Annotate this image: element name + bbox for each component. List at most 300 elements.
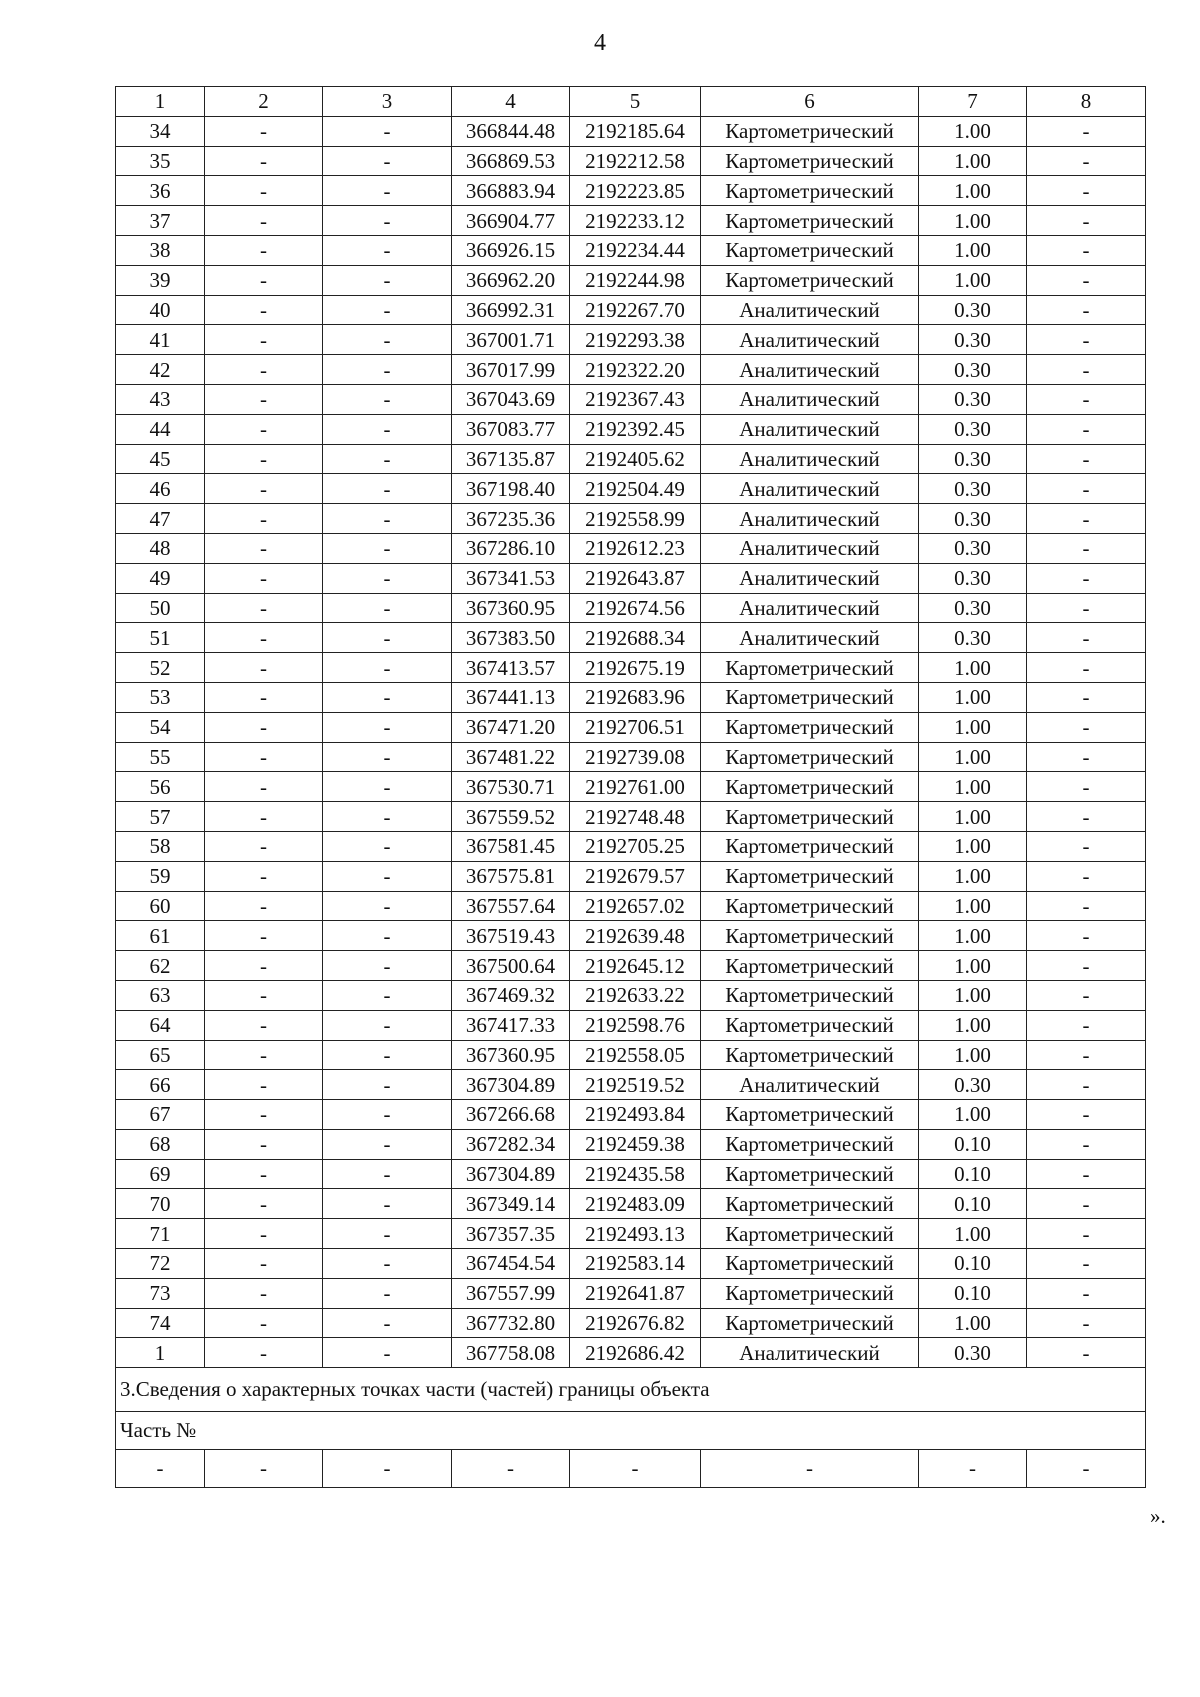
table-cell: - [1027,682,1146,712]
table-cell: - [1027,295,1146,325]
table-row [116,831,1146,861]
table-cell: 46 [116,474,205,504]
table-cell: 2192558.99 [570,504,701,534]
table-row [116,742,1146,772]
table-cell: 367304.89 [452,1159,570,1189]
table-cell: 367500.64 [452,951,570,981]
table-cell: - [205,116,323,146]
table-cell: 1.00 [919,951,1027,981]
part-label-row [116,1412,1146,1450]
table-cell: - [1027,116,1146,146]
table-cell: Аналитический [701,444,919,474]
table-row [116,1219,1146,1249]
table-cell: Картометрический [701,951,919,981]
table-cell: Картометрический [701,176,919,206]
column-number: 4 [452,87,570,117]
table-cell: 0.30 [919,355,1027,385]
table-cell: 0.30 [919,325,1027,355]
table-cell: 2192322.20 [570,355,701,385]
table-cell: 367360.95 [452,593,570,623]
table-cell: 367357.35 [452,1219,570,1249]
table-cell: - [323,384,452,414]
table-cell: 2192234.44 [570,235,701,265]
table-cell: - [1027,206,1146,236]
table-cell: Картометрический [701,861,919,891]
table-cell: 0.10 [919,1249,1027,1279]
table-cell: - [323,444,452,474]
table-cell: 2192493.84 [570,1100,701,1130]
coordinates-table [115,86,1146,1488]
table-cell: 2192633.22 [570,980,701,1010]
table-cell: - [205,444,323,474]
table-cell: - [323,176,452,206]
table-cell: 1.00 [919,176,1027,206]
table-cell: 366992.31 [452,295,570,325]
table-cell: 367471.20 [452,712,570,742]
table-row [116,1249,1146,1279]
table-cell: - [323,563,452,593]
table-cell: - [205,593,323,623]
table-cell: - [205,861,323,891]
table-cell: 367575.81 [452,861,570,891]
table-cell: - [1027,235,1146,265]
table-cell: 367454.54 [452,1249,570,1279]
table-cell: - [205,265,323,295]
table-row [116,1278,1146,1308]
table-cell: - [323,1129,452,1159]
table-cell: 367282.34 [452,1129,570,1159]
table-row [116,176,1146,206]
table-cell: - [205,742,323,772]
table-cell: - [701,1450,919,1488]
table-cell: - [1027,1010,1146,1040]
table-row [116,921,1146,951]
table-cell: 0.30 [919,444,1027,474]
table-cell: - [205,504,323,534]
table-cell: - [205,1010,323,1040]
table-cell: Картометрический [701,1249,919,1279]
table-cell: 367732.80 [452,1308,570,1338]
table-cell: Картометрический [701,1189,919,1219]
table-cell: 0.30 [919,474,1027,504]
table-row [116,1010,1146,1040]
table-cell: Картометрический [701,980,919,1010]
table-cell: 1.00 [919,206,1027,236]
table-cell: - [1027,563,1146,593]
table-cell: 1.00 [919,146,1027,176]
table-cell: - [1027,504,1146,534]
table-cell: Аналитический [701,295,919,325]
table-cell: - [323,1278,452,1308]
table-cell: 2192739.08 [570,742,701,772]
table-cell: 0.30 [919,593,1027,623]
table-cell: Картометрический [701,742,919,772]
table-cell: 43 [116,384,205,414]
table-cell: - [323,1189,452,1219]
table-cell: 59 [116,861,205,891]
table-cell: - [1027,802,1146,832]
column-number: 5 [570,87,701,117]
table-cell: - [205,1219,323,1249]
table-cell: Аналитический [701,474,919,504]
table-row [116,444,1146,474]
table-cell: 367559.52 [452,802,570,832]
table-cell: 55 [116,742,205,772]
table-cell: - [323,355,452,385]
table-cell: Аналитический [701,355,919,385]
table-cell: - [323,653,452,683]
table-row [116,1338,1146,1368]
table-cell: 367349.14 [452,1189,570,1219]
table-cell: - [205,802,323,832]
table-cell: 367413.57 [452,653,570,683]
table-cell: 367417.33 [452,1010,570,1040]
table-cell: - [323,1100,452,1130]
table-cell: 1.00 [919,802,1027,832]
closing-quote: ». [1150,1504,1166,1528]
table-cell: - [323,802,452,832]
table-cell: - [323,504,452,534]
table-cell: Картометрический [701,1040,919,1070]
table-cell: - [205,176,323,206]
table-cell: 0.30 [919,533,1027,563]
table-cell: 0.30 [919,295,1027,325]
table-cell: 1.00 [919,682,1027,712]
table-cell: 367557.64 [452,891,570,921]
table-cell: Картометрический [701,1278,919,1308]
table-row [116,1070,1146,1100]
table-cell: 366844.48 [452,116,570,146]
table-cell: 2192748.48 [570,802,701,832]
table-row [116,951,1146,981]
table-cell: 2192223.85 [570,176,701,206]
table-cell: - [323,295,452,325]
table-cell: 367043.69 [452,384,570,414]
table-row [116,295,1146,325]
column-number: 6 [701,87,919,117]
table-cell: - [323,206,452,236]
table-cell: Картометрический [701,1010,919,1040]
table-cell: 2192519.52 [570,1070,701,1100]
table-cell: - [323,1070,452,1100]
table-cell: - [205,1278,323,1308]
table-cell: 1.00 [919,742,1027,772]
table-cell: - [1027,653,1146,683]
table-cell: Картометрический [701,802,919,832]
table-cell: - [205,1249,323,1279]
table-row [116,980,1146,1010]
table-cell: 367758.08 [452,1338,570,1368]
table-row [116,235,1146,265]
table-cell: Картометрический [701,682,919,712]
table-cell: - [1027,1308,1146,1338]
table-cell: - [1027,1219,1146,1249]
table-cell: 60 [116,891,205,921]
table-cell: 65 [116,1040,205,1070]
table-row [116,265,1146,295]
table-cell: - [452,1450,570,1488]
column-number-row [116,87,1146,117]
table-cell: 2192761.00 [570,772,701,802]
table-cell: 367135.87 [452,444,570,474]
table-cell: 2192233.12 [570,206,701,236]
table-cell: - [1027,1159,1146,1189]
table-cell: - [205,921,323,951]
table-cell: - [323,1450,452,1488]
table-cell: 0.30 [919,1070,1027,1100]
table-cell: Картометрический [701,1129,919,1159]
table-cell: - [323,1308,452,1338]
table-cell: 367581.45 [452,831,570,861]
table-cell: - [323,1010,452,1040]
table-cell: - [1027,593,1146,623]
table-cell: - [323,325,452,355]
table-cell: 1.00 [919,1100,1027,1130]
table-cell: 367017.99 [452,355,570,385]
table-cell: - [1027,891,1146,921]
table-cell: - [1027,325,1146,355]
column-number: 8 [1027,87,1146,117]
table-row [116,533,1146,563]
table-cell: - [323,1219,452,1249]
table-cell: Аналитический [701,504,919,534]
table-cell: - [205,146,323,176]
table-cell: 1.00 [919,1308,1027,1338]
table-cell: - [323,146,452,176]
table-cell: - [323,1159,452,1189]
table-row [116,504,1146,534]
table-cell: 0.30 [919,1338,1027,1368]
table-cell: Картометрический [701,1219,919,1249]
table-cell: - [205,623,323,653]
table-cell: 63 [116,980,205,1010]
table-cell: - [1027,265,1146,295]
table-cell: 2192212.58 [570,146,701,176]
table-cell: 35 [116,146,205,176]
table-cell: 42 [116,355,205,385]
table-cell: 2192185.64 [570,116,701,146]
table-cell: - [1027,1450,1146,1488]
table-cell: 66 [116,1070,205,1100]
table-cell: - [205,772,323,802]
table-cell: 2192676.82 [570,1308,701,1338]
table-cell: 2192706.51 [570,712,701,742]
table-cell: 52 [116,653,205,683]
table-cell: 2192688.34 [570,623,701,653]
table-row [116,861,1146,891]
table-cell: 0.30 [919,563,1027,593]
table-row [116,891,1146,921]
table-cell: Картометрический [701,921,919,951]
table-cell: 367557.99 [452,1278,570,1308]
table-row [116,474,1146,504]
page-number: 4 [594,30,606,56]
table-row [116,116,1146,146]
table-cell: - [323,951,452,981]
table-cell: 48 [116,533,205,563]
table-cell: 1.00 [919,116,1027,146]
table-row [116,1159,1146,1189]
table-cell: - [205,712,323,742]
table-row [116,355,1146,385]
table-cell: - [205,355,323,385]
table-cell: 2192435.58 [570,1159,701,1189]
table-cell: - [323,831,452,861]
table-cell: Картометрический [701,116,919,146]
table-cell: - [1027,1189,1146,1219]
table-cell: - [323,772,452,802]
table-cell: - [205,682,323,712]
table-cell: 2192674.56 [570,593,701,623]
table-cell: - [205,1308,323,1338]
table-cell: - [323,116,452,146]
table-cell: 61 [116,921,205,951]
table-row [116,563,1146,593]
table-cell: 64 [116,1010,205,1040]
table-cell: 54 [116,712,205,742]
table-cell: 70 [116,1189,205,1219]
table-cell: - [1027,1129,1146,1159]
table-cell: 0.30 [919,414,1027,444]
table-row [116,1129,1146,1159]
table-cell: 47 [116,504,205,534]
table-cell: - [323,891,452,921]
table-cell: Аналитический [701,533,919,563]
table-cell: - [205,474,323,504]
table-cell: - [323,235,452,265]
table-cell: Картометрический [701,235,919,265]
column-number: 1 [116,87,205,117]
table-cell: 2192367.43 [570,384,701,414]
table-cell: 2192705.25 [570,831,701,861]
table-cell: - [323,1338,452,1368]
column-number: 2 [205,87,323,117]
table-cell: - [1027,384,1146,414]
table-cell: 367304.89 [452,1070,570,1100]
table-cell: - [205,414,323,444]
table-cell: 367083.77 [452,414,570,444]
table-cell: 34 [116,116,205,146]
table-cell: 72 [116,1249,205,1279]
table-cell: 1.00 [919,1010,1027,1040]
table-cell: - [205,1338,323,1368]
table-cell: - [323,742,452,772]
table-row [116,414,1146,444]
table-cell: - [205,653,323,683]
table-cell: 36 [116,176,205,206]
table-cell: 367469.32 [452,980,570,1010]
table-cell: 0.30 [919,623,1027,653]
table-cell: - [205,1040,323,1070]
table-cell: 51 [116,623,205,653]
table-cell: - [116,1450,205,1488]
table-cell: 367001.71 [452,325,570,355]
table-cell: - [1027,772,1146,802]
table-row [116,384,1146,414]
table-cell: 366904.77 [452,206,570,236]
table-row [116,802,1146,832]
table-cell: 41 [116,325,205,355]
table-row [116,1189,1146,1219]
table-cell: 2192679.57 [570,861,701,891]
table-row [116,1040,1146,1070]
table-cell: 2192493.13 [570,1219,701,1249]
table-cell: 1.00 [919,712,1027,742]
table-cell: Картометрический [701,1100,919,1130]
table-cell: 1.00 [919,265,1027,295]
table-cell: - [1027,623,1146,653]
table-cell: Картометрический [701,1308,919,1338]
table-cell: - [1027,742,1146,772]
table-cell: 44 [116,414,205,444]
table-cell: 2192683.96 [570,682,701,712]
table-cell: 45 [116,444,205,474]
table-cell: - [1027,980,1146,1010]
table-row [116,712,1146,742]
table-cell: 57 [116,802,205,832]
table-cell: 1.00 [919,831,1027,861]
table-cell: Картометрический [701,146,919,176]
table-cell: - [1027,951,1146,981]
table-cell: - [919,1450,1027,1488]
table-cell: 367441.13 [452,682,570,712]
table-cell: 366869.53 [452,146,570,176]
table-cell: - [323,1040,452,1070]
table-cell: - [205,325,323,355]
table-cell: Картометрический [701,891,919,921]
table-cell: - [1027,831,1146,861]
table-cell: Аналитический [701,593,919,623]
table-cell: 2192244.98 [570,265,701,295]
table-cell: 2192405.62 [570,444,701,474]
table-cell: Аналитический [701,384,919,414]
table-cell: - [323,921,452,951]
table-row [116,146,1146,176]
table-row [116,325,1146,355]
table-cell: 73 [116,1278,205,1308]
table-cell: 367235.36 [452,504,570,534]
table-cell: 1.00 [919,235,1027,265]
table-cell: - [205,235,323,265]
table-cell: - [323,623,452,653]
table-cell: 56 [116,772,205,802]
table-cell: 2192643.87 [570,563,701,593]
table-cell: - [205,533,323,563]
table-cell: Аналитический [701,623,919,653]
table-cell: 2192583.14 [570,1249,701,1279]
table-cell: 71 [116,1219,205,1249]
table-cell: 367530.71 [452,772,570,802]
table-cell: Аналитический [701,414,919,444]
table-cell: Картометрический [701,1159,919,1189]
section-title-row [116,1368,1146,1412]
table-cell: 366962.20 [452,265,570,295]
table-cell: 2192657.02 [570,891,701,921]
table-cell: - [1027,414,1146,444]
table-cell: - [1027,355,1146,385]
table-cell: 2192598.76 [570,1010,701,1040]
table-cell: 39 [116,265,205,295]
table-cell: 69 [116,1159,205,1189]
table-cell: 0.30 [919,384,1027,414]
table-cell: - [205,563,323,593]
table-cell: 367383.50 [452,623,570,653]
table-row [116,772,1146,802]
table-cell: 0.10 [919,1189,1027,1219]
table-cell: Картометрический [701,831,919,861]
empty-part-row [116,1450,1146,1488]
table-cell: - [1027,533,1146,563]
